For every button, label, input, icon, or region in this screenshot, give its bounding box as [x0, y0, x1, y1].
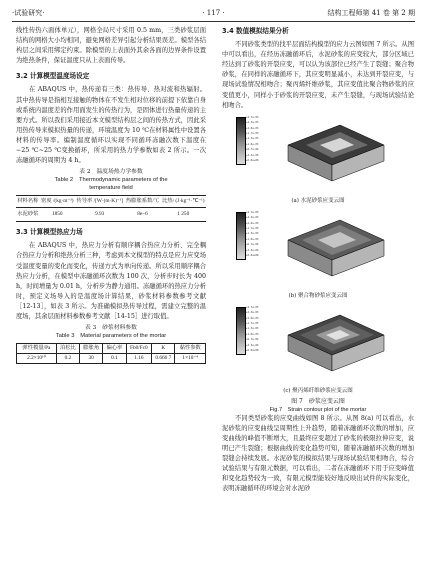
legend-tick-label: +2.0e-03 — [246, 126, 259, 130]
legend-tick-label: +2.7e-03 — [246, 115, 259, 119]
legend-tick-label: +6.7e-04 — [246, 338, 259, 342]
contour-legend — [236, 117, 246, 165]
table-header: 泊松比 — [56, 344, 79, 354]
paragraph: 不同砂浆类型的找平层面结构模型的应力云图如图 7 所示。从图中可以看出，在经历冻融循环后，水泥砂浆的应变较大，部分区域已经达到了砂浆的开裂应变，可以认为该部位已经产生了裂缝；聚合物砂浆，在同样的冻融循环下，其应变明显减小，未达到开裂应变，与现场试验情况相吻合；聚丙烯纤维砂浆，其应变值比聚合物砂浆的应变值更小，同样小于砂浆的开裂应变，未产生裂缝，与现场试验结论相吻合。 — [222, 41, 414, 109]
legend-tick-label: +2.7e-03 — [246, 210, 259, 214]
legend-tick-label: +1.0e-03 — [246, 332, 259, 336]
running-header — [12, 7, 415, 19]
table-cell: 30 — [80, 354, 103, 364]
contour-plot — [280, 307, 390, 383]
table-cell: 0.666 7 — [152, 354, 175, 364]
figure-caption — [222, 398, 414, 414]
table-header: 膨胀角 — [80, 344, 103, 354]
legend-tick-label: +0.0e+00 — [246, 348, 259, 352]
contour-legend — [236, 212, 246, 260]
table-cell: 0.1 — [103, 354, 126, 364]
table-header: 材料名称 — [16, 196, 40, 208]
legend-tick-label: +2.0e-03 — [246, 316, 259, 320]
table-caption-en: Table 3 Material parameters of the mortar — [55, 333, 167, 340]
legend-tick-label: +1.7e-03 — [246, 226, 259, 230]
subfigure-caption: (a) 水泥砂浆应变云图 — [291, 197, 345, 204]
table-header: 密度 /(kg·m⁻³) — [40, 196, 75, 208]
table-header: 传导率 /[W·(m·K)⁻¹] — [75, 196, 125, 208]
section-label: ·试验研究· — [12, 9, 45, 17]
legend-tick-label: +2.3e-03 — [246, 121, 259, 125]
mortar-parameters-table — [16, 343, 206, 364]
table-cell: 1×10⁻⁴ — [175, 354, 206, 364]
legend-tick-label: +0.0e+00 — [246, 158, 259, 162]
legend-tick-label: +6.7e-04 — [246, 148, 259, 152]
subfigure-caption: (b) 聚合物砂浆应变云图 — [288, 292, 348, 299]
table-cell: 1850 — [51, 211, 63, 218]
table-header-row — [17, 344, 206, 354]
contour-figure-a — [222, 113, 414, 197]
legend-tick-label: +1.7e-03 — [246, 131, 259, 135]
section-heading: 3.4 数值模拟结果分析 — [222, 27, 289, 35]
contour-figure-b — [222, 208, 414, 292]
legend-tick-label: +2.3e-03 — [246, 311, 259, 315]
legend-tick-label: +3.3e-04 — [246, 343, 259, 347]
figure-caption-en: Fig.7 Strain contour plot of the mortar — [269, 406, 367, 413]
legend-tick-label: +1.3e-03 — [246, 327, 259, 331]
header-rule — [12, 21, 415, 22]
contour-figure-c — [222, 303, 414, 387]
table-cell: 9.93 — [95, 211, 105, 218]
table-cell: 1 250 — [177, 211, 190, 218]
legend-tick-label: +1.3e-03 — [246, 232, 259, 236]
table-header: 偏心率 — [103, 344, 126, 354]
legend-tick-label: +6.7e-04 — [246, 243, 259, 247]
table-header: Fb0/Fc0 — [126, 344, 152, 354]
table-header: 弹性模量/Pa — [17, 344, 57, 354]
table-row — [17, 354, 206, 364]
table-cell: 0.2 — [56, 354, 79, 364]
table-cell: 2.2×10¹⁰ — [17, 354, 57, 364]
subfigure-caption: (c) 聚丙烯纤维砂浆应变云图 — [283, 387, 353, 394]
table-cell: 水泥砂浆 — [17, 211, 39, 218]
table-header: K — [152, 344, 175, 354]
legend-tick-label: +3.3e-04 — [246, 248, 259, 252]
section-heading: 3.2 计算模型温度场设定 — [16, 72, 90, 81]
table-header: 黏性参数 — [175, 344, 206, 354]
legend-tick-label: +1.7e-03 — [246, 321, 259, 325]
legend-tick-label: +1.0e-03 — [246, 142, 259, 146]
legend-tick-label: +0.0e+00 — [246, 253, 259, 257]
table-cell: 1.16 — [126, 354, 152, 364]
legend-tick-label: +1.0e-03 — [246, 237, 259, 241]
paragraph: 线性传热六面体单元），网格全局尺寸采用 0.5 mm，三类砂浆层面结构的网格大小均相同，避免网格差异引起分析结果误差。模型各结构层之间采用绑定约束。除模型的上表面外其余各面的边界条件设置为绝热条件，保证温度只从上表面传导。 — [16, 27, 206, 65]
journal-name: 结构工程师第 41 卷 第 2 期 — [327, 9, 415, 17]
contour-plot — [280, 212, 390, 288]
section-heading: 3.3 计算模型热应力场 — [16, 228, 83, 237]
paragraph: 在 ABAQUS 中，热传递有三类：热传导、热对流和热辐射。其中热传导是指相互接触的物体在不发生相对位移的前提下依靠自身或系统内温度差的作用面发生的传热行为，是固体进行热量传递的主要方式。所以我们采用接近本文模型结构层之间的传热方式，因此采用热传导来模拟热量的传递，环境温度为 10 ℃在材料属性中设置各材料的传导率。编制温度循环以实现不同循环冻融次数下温度在 −25 ℃~25 ℃变换循环，所采用的热力学参数如表 2 所示。一次冻融循环的周期为 4 h。 — [16, 86, 206, 165]
legend-tick-label: +2.0e-03 — [246, 221, 259, 225]
legend-tick-label: +2.3e-03 — [246, 216, 259, 220]
contour-plot — [280, 117, 390, 193]
left-column — [16, 26, 206, 364]
table-row — [16, 208, 206, 222]
right-column — [222, 26, 414, 496]
legend-tick-label: +2.7e-03 — [246, 305, 259, 309]
page-number: · 117 · — [202, 9, 225, 17]
table-header: 比热/ (J·kg⁻¹·℃⁻¹) — [161, 196, 206, 208]
table-caption — [16, 324, 206, 340]
legend-tick-label: +3.3e-04 — [246, 153, 259, 157]
table-caption-cn: 表 3 砂浆材料参数 — [85, 325, 137, 332]
table-caption — [16, 168, 206, 192]
table-header: 热膨胀系数/℃ — [125, 196, 161, 208]
legend-tick-label: +1.3e-03 — [246, 137, 259, 141]
figure-caption-cn: 图 7 砂浆应变云图 — [291, 397, 345, 405]
paragraph: 不同类型砂浆的应变曲线如图 8 所示。从图 8(a) 可以看出，水泥砂浆的应变曲线呈周期性上升趋势，随着冻融循环次数的增加，应变曲线的峰值不断增大，且最终应变超过了砂浆的极限拉伸应变，说明已产生裂缝；根据曲线的变化趋势可知，随着冻融循环次数的增加裂缝会持续发展。水泥砂浆的模拟结果与现场试验结果相吻合，综合试验结果与有限元数据，可以看出，二者在冻融循环下用于应变峰值和变化趋势较为一致，有限元模型能较好地反映出试件的实际变化，表明冻融循环的环境会对水泥砂 — [222, 414, 414, 493]
thermo-parameters-table — [16, 195, 206, 222]
table-caption-cn: 表 2 温度场热力学参数 — [79, 169, 143, 176]
contour-legend — [236, 307, 246, 355]
table-caption-en: Table 2 Thermodynamic parameters of the — [54, 177, 168, 184]
table-cell: 8e−6 — [137, 211, 148, 218]
paragraph: 在 ABAQUS 中，热应力分析有顺序耦合热应力分析、完全耦合热应力分析和绝热分析三种，考虑到本文模型的特点是应力应变场受温度变量的变化而变化，传递方式为单向传递。所以采用顺序耦合热应力分析，在模型中冻融循环次数为 100 次，分析步时长为 400 h，时间增量为 0.01 h，分析步为静力通用。冻融循环的热应力分析时，预定义场导入的是温度场计算结果，砂浆材料参数参考文献［12-13］，如表 3 所示。为准确模拟热传导过程，需建立完整的温度场，其余层面材料参数参考文献［14-15］进行取值。 — [16, 242, 206, 320]
table-caption-en: temperature field — [89, 185, 133, 192]
table-header-row — [16, 196, 206, 208]
